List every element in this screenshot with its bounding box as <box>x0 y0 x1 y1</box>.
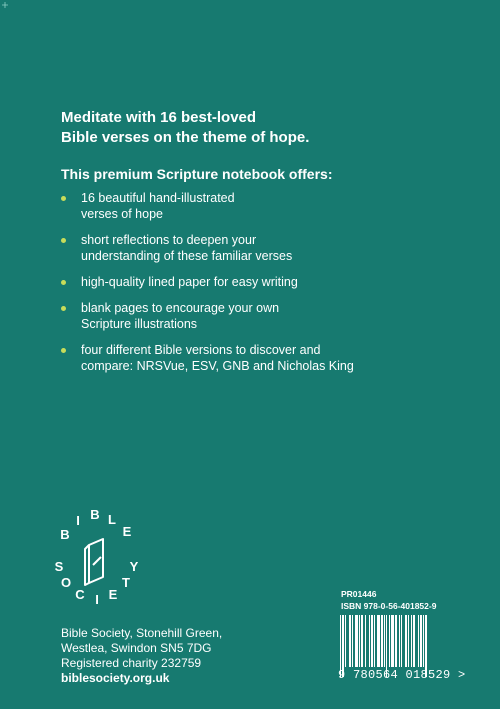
logo-letter: I <box>76 513 80 528</box>
barcode-bar <box>355 615 358 667</box>
feature-line: understanding of these familiar verses <box>81 249 293 263</box>
address-line-3: Registered charity 232759 <box>61 656 202 670</box>
bullet-icon <box>61 306 66 311</box>
crop-mark-icon <box>2 2 8 8</box>
publisher-address <box>61 626 321 686</box>
logo-letter: O <box>60 575 72 590</box>
logo-letter: T <box>122 575 130 590</box>
barcode-bar <box>359 615 360 667</box>
barcode-bar <box>345 615 346 667</box>
barcode-bar <box>369 615 370 667</box>
address-line-1: Bible Society, Stonehill Green, <box>61 626 223 640</box>
website-link[interactable]: biblesociety.org.uk <box>61 671 170 685</box>
barcode-bar <box>391 615 394 667</box>
barcode-bar <box>374 615 375 667</box>
logo-letter: E <box>108 587 118 602</box>
isbn-number: ISBN 978-0-56-401852-9 <box>341 601 437 611</box>
feature-line: 16 beautiful hand-illustrated <box>81 191 235 205</box>
product-codes <box>341 588 436 612</box>
feature-line: Scripture illustrations <box>81 317 198 331</box>
barcode-bar <box>371 615 373 667</box>
barcode-bar <box>413 615 415 667</box>
logo-letter: L <box>108 512 116 527</box>
bullet-icon <box>61 348 66 353</box>
headline-line-2: Bible verses on the theme of hope. <box>61 129 310 146</box>
bullet-icon <box>61 196 66 201</box>
feature-item <box>61 274 461 290</box>
headline-line-1: Meditate with 16 best-loved <box>61 109 257 126</box>
feature-item <box>61 342 461 374</box>
feature-item <box>61 190 461 222</box>
logo-letter: I <box>95 592 99 607</box>
logo-letter: B <box>90 507 100 522</box>
logo-letter: Y <box>129 559 139 574</box>
barcode-bar <box>352 615 353 667</box>
feature-item <box>61 300 461 332</box>
feature-line: compare: NRSVue, ESV, GNB and Nicholas King <box>81 359 354 373</box>
barcode-bar <box>408 615 409 667</box>
headline <box>61 108 461 148</box>
bullet-icon <box>61 238 66 243</box>
barcode-bar <box>399 615 400 667</box>
product-code: PR01446 <box>341 589 377 599</box>
barcode-bar <box>405 615 407 667</box>
feature-line: short reflections to deepen your <box>81 233 257 247</box>
barcode-bar <box>418 615 419 667</box>
barcode-bar <box>401 615 402 667</box>
feature-line: high-quality lined paper for easy writing <box>81 275 298 289</box>
feature-line: four different Bible versions to discover and <box>81 343 321 357</box>
barcode-bar <box>377 615 380 667</box>
barcode-bar <box>395 615 397 667</box>
barcode-bar <box>423 615 424 667</box>
feature-line: verses of hope <box>81 207 163 221</box>
logo-letter: C <box>75 587 85 602</box>
barcode-bar <box>365 615 366 667</box>
feature-list <box>61 190 461 384</box>
barcode-bar <box>389 615 390 667</box>
feature-line: blank pages to encourage your own <box>81 301 280 315</box>
feature-item <box>61 232 461 264</box>
barcode-bar <box>361 615 363 667</box>
barcode-bar <box>420 615 422 667</box>
logo-letter: S <box>54 559 64 574</box>
bible-society-logo <box>45 505 150 610</box>
logo-letter: E <box>122 524 132 539</box>
barcode-bar <box>381 615 383 667</box>
barcode-digits: 9 780564 018529 > <box>338 668 466 682</box>
logo-letter: B <box>60 527 70 542</box>
barcode-bar <box>349 615 351 667</box>
book-icon <box>85 539 103 585</box>
barcode-bar <box>384 615 385 667</box>
bullet-icon <box>61 280 66 285</box>
barcode-bar <box>411 615 412 667</box>
intro-text: This premium Scripture notebook offers: <box>61 166 333 182</box>
address-line-2: Westlea, Swindon SN5 7DG <box>61 641 212 655</box>
